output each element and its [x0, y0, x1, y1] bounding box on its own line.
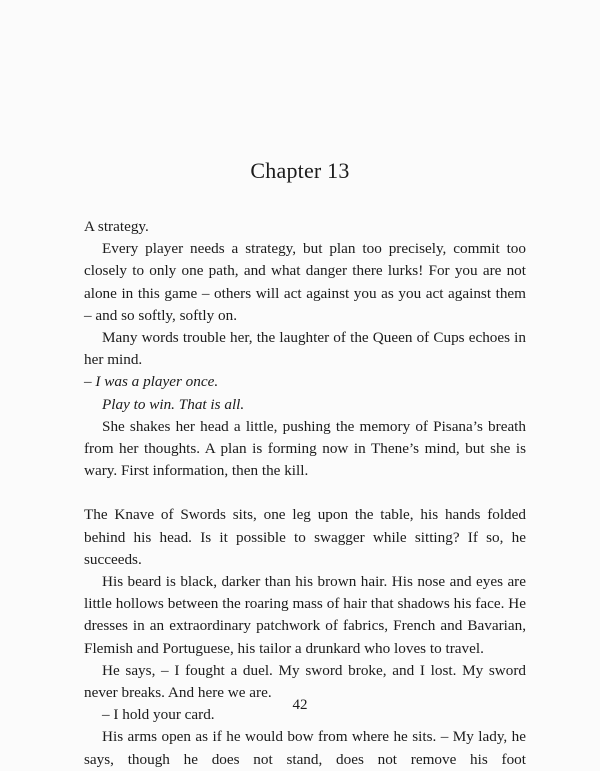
paragraph: His arms open as if he would bow from where he sits. – My lady, he says, though he does not stand, does not remove his foot: [84, 728, 526, 768]
chapter-title: Chapter 13: [250, 158, 350, 183]
chapter-body: [84, 216, 526, 771]
dialogue-line: – I was a player once.: [84, 373, 219, 391]
paragraph: Many words trouble her, the laughter of the Queen of Cups echoes in her mind.: [84, 329, 526, 369]
paragraph: – I hold your card.: [102, 706, 215, 724]
paragraph: His beard is black, darker than his brown hair. His nose and eyes are little hollows between the roaring mass of hair that shadows his face. He dresses in an extraordinary patchwork of fabrics, French and Bavarian, Flemish and Portuguese, his tailor a drunkard who loves to travel.: [84, 573, 526, 657]
paragraph: The Knave of Swords sits, one leg upon the table, his hands folded behind his head. Is it possible to swagger while sitting? If so, he succeeds.: [84, 506, 526, 568]
paragraph: She shakes her head a little, pushing the memory of Pisana’s breath from her thoughts. A plan is forming now in Thene’s mind, but she is wary. First information, then the kill.: [84, 417, 526, 480]
dialogue-line: Play to win. That is all.: [102, 395, 245, 413]
paragraph: Every player needs a strategy, but plan too precisely, commit too closely to only one path, and what danger there lurks! For you are not alone in this game – others will act against you as you act against them – and so softly, softly on.: [84, 240, 526, 324]
page-number: 42: [292, 697, 308, 713]
paragraph: A strategy.: [84, 218, 149, 235]
paragraph: He says, – I fought a duel. My sword broke, and I lost. My sword never breaks. And here we are.: [84, 661, 526, 702]
